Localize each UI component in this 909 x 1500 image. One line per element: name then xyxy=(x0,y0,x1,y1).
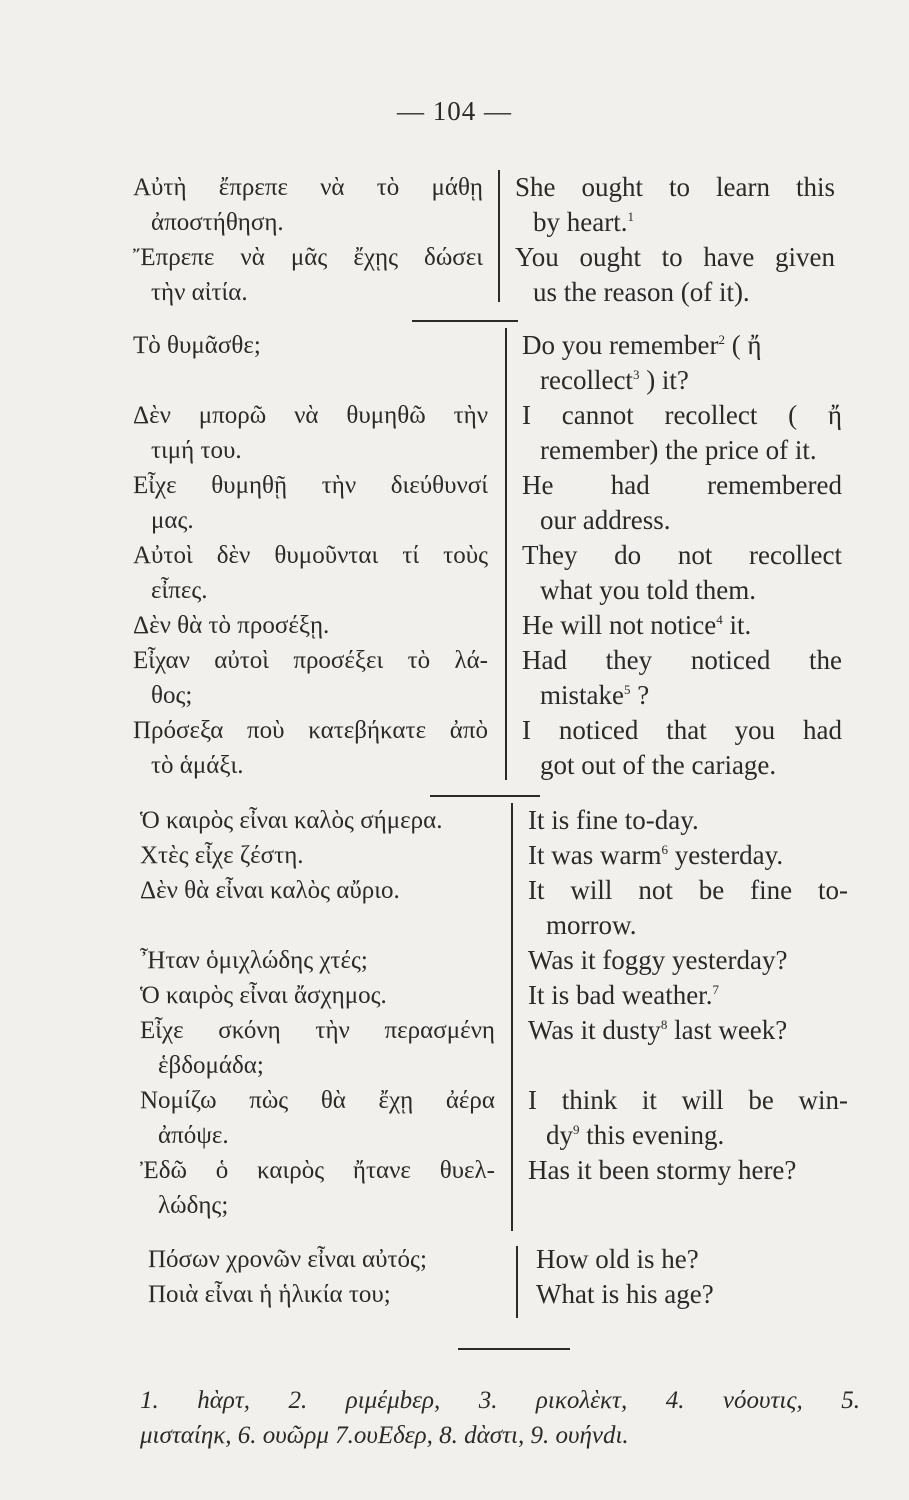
english-column xyxy=(515,170,835,310)
english-text: ) it? xyxy=(639,365,689,395)
english-line: You ought to have given xyxy=(515,242,835,272)
english-text: It is bad weather. xyxy=(528,980,713,1010)
english-line xyxy=(528,978,848,1013)
footnote-marker: 4 xyxy=(716,612,723,627)
footnote-marker: 9 xyxy=(573,1122,580,1137)
english-line xyxy=(528,1048,848,1083)
english-line: What is his age? xyxy=(536,1279,714,1309)
english-line xyxy=(528,1118,848,1153)
section-2 xyxy=(0,328,909,788)
footnote-marker: 6 xyxy=(661,842,668,857)
footnote-separator xyxy=(458,1348,570,1350)
english-line xyxy=(528,1188,848,1223)
section-3 xyxy=(0,803,909,1233)
english-text: recollect xyxy=(540,365,633,395)
english-text: it. xyxy=(722,610,752,640)
greek-line: Εἶχε σκόνη τὴν περασμένη xyxy=(140,1017,495,1044)
column-divider xyxy=(498,170,500,302)
greek-line: τὸ ἁμάξι. xyxy=(151,752,244,779)
english-text: ( ἤ xyxy=(724,330,762,360)
greek-line: Δὲν μπορῶ νὰ θυμηθῶ τὴν xyxy=(133,402,488,429)
english-text: yesterday. xyxy=(667,840,784,870)
greek-line xyxy=(133,363,488,398)
english-text: Do you remember xyxy=(522,330,719,360)
greek-line: θος; xyxy=(151,682,193,709)
greek-line: Ἦταν ὁμιχλώδης χτές; xyxy=(140,947,368,974)
english-line: morrow. xyxy=(546,910,637,940)
greek-column xyxy=(133,328,488,783)
greek-line: Ποιὰ εἶναι ἡ ἡλικία του; xyxy=(148,1281,391,1308)
english-line: what you told them. xyxy=(540,575,756,605)
greek-line: ἀπόψε. xyxy=(158,1122,229,1149)
greek-line: Ἐδῶ ὁ καιρὸς ἤτανε θυελ- xyxy=(140,1157,495,1184)
greek-line: Τὸ θυμᾶσθε; xyxy=(133,332,261,359)
english-line: It will not be fine to- xyxy=(528,875,848,905)
english-text: last week? xyxy=(667,1015,788,1045)
greek-line: Ὁ καιρὸς εἶναι καλὸς σήμερα. xyxy=(140,807,443,834)
english-line: remember) the price of it. xyxy=(540,435,817,465)
footnote-marker: 7 xyxy=(712,982,719,997)
greek-line: Εἶχαν αὐτοὶ προσέξει τὸ λά- xyxy=(133,647,488,674)
english-line: I cannot recollect ( ἤ xyxy=(522,400,842,430)
english-line xyxy=(522,363,842,398)
greek-line: λώδης; xyxy=(158,1192,229,1219)
footnote-marker: 8 xyxy=(660,1017,668,1032)
english-column xyxy=(536,1242,836,1312)
english-text: He will not notice xyxy=(522,610,717,640)
english-line: They do not recollect xyxy=(522,540,842,570)
greek-line: ἀποστήθηση. xyxy=(151,209,284,236)
greek-line: τὴν αἰτία. xyxy=(151,279,248,306)
greek-line: Πόσων χρονῶν εἶναι αὐτός; xyxy=(148,1246,427,1273)
english-line: He had remembered xyxy=(522,470,842,500)
greek-line: ἑβδομάδα; xyxy=(158,1052,264,1079)
column-divider xyxy=(511,803,513,1231)
english-line: got out of the cariage. xyxy=(540,750,777,780)
column-divider xyxy=(505,328,507,780)
footnotes xyxy=(140,1382,860,1452)
footnote-line: μισταίηκ, 6. ουῶρμ 7.ουΕδερ, 8. dὰστι, 9. ουήνdι. xyxy=(140,1422,629,1449)
english-line xyxy=(528,1013,848,1048)
english-line xyxy=(522,328,842,363)
english-line xyxy=(522,608,842,643)
footnote-marker: 5 xyxy=(623,682,631,697)
greek-line xyxy=(140,908,495,943)
greek-line: Χτὲς εἶχε ζέστη. xyxy=(140,842,304,869)
section-separator xyxy=(430,795,540,797)
greek-line: Δὲν θὰ τὸ προσέξῃ. xyxy=(133,612,330,639)
english-text: this evening. xyxy=(579,1120,725,1150)
greek-line: Αὐτὴ ἔπρεπε νὰ τὸ μάθῃ xyxy=(133,174,483,201)
greek-line: Νομίζω πὼς θὰ ἔχῃ ἀέρα xyxy=(140,1087,495,1114)
footnote-marker: 3 xyxy=(632,367,640,382)
english-line: Was it foggy yesterday? xyxy=(528,945,788,975)
english-text: ? xyxy=(630,680,650,710)
column-divider xyxy=(516,1246,518,1318)
greek-line: τιμή του. xyxy=(151,437,242,464)
section-1 xyxy=(0,170,909,310)
footnote-marker: 1 xyxy=(627,209,634,224)
greek-line: Εἶχε θυμηθῇ τὴν διεύθυνσί xyxy=(133,472,488,499)
english-line: our address. xyxy=(540,505,671,535)
english-line xyxy=(528,838,848,873)
footnote-marker: 2 xyxy=(718,332,725,347)
greek-column xyxy=(133,170,483,310)
greek-line: εἶπες. xyxy=(151,577,208,604)
english-text: Was it dusty xyxy=(528,1015,661,1045)
english-line xyxy=(522,678,842,713)
english-column xyxy=(522,328,842,783)
page-number: — 104 — xyxy=(397,96,512,126)
greek-line: Ἔπρεπε νὰ μᾶς ἔχῃς δώσει xyxy=(133,244,483,271)
english-line: Has it been stormy here? xyxy=(528,1155,797,1185)
section-separator xyxy=(412,320,518,322)
greek-line: Πρόσεξα ποὺ κατεβήκατε ἀπὸ xyxy=(133,717,488,744)
greek-line: Ὁ καιρὸς εἶναι ἄσχημος. xyxy=(140,982,387,1009)
english-line: How old is he? xyxy=(536,1244,699,1274)
greek-column xyxy=(148,1242,508,1312)
english-line: I think it will be win- xyxy=(528,1085,848,1115)
english-line: It is fine to-day. xyxy=(528,805,699,835)
english-text: mistake xyxy=(540,680,624,710)
english-line: She ought to learn this xyxy=(515,172,835,202)
greek-line: Αὐτοὶ δὲν θυμοῦνται τί τοὺς xyxy=(133,542,488,569)
greek-line: μας. xyxy=(151,507,194,534)
english-text: by heart. xyxy=(533,207,628,237)
footnote-line: 1. hὰρτ, 2. ριμέμbερ, 3. ρικολὲκτ, 4. νόουτις, 5. xyxy=(140,1387,860,1414)
english-line: us the reason (of it). xyxy=(533,277,750,307)
greek-line: Δὲν θὰ εἶναι καλὸς αὔριο. xyxy=(140,877,400,904)
english-text: dy xyxy=(546,1120,573,1150)
section-4 xyxy=(0,1242,909,1322)
greek-column xyxy=(140,803,495,1223)
english-text: It was warm xyxy=(528,840,662,870)
english-line: Had they noticed the xyxy=(522,645,842,675)
english-column xyxy=(528,803,848,1223)
english-line xyxy=(515,205,835,240)
english-line: I noticed that you had xyxy=(522,715,842,745)
